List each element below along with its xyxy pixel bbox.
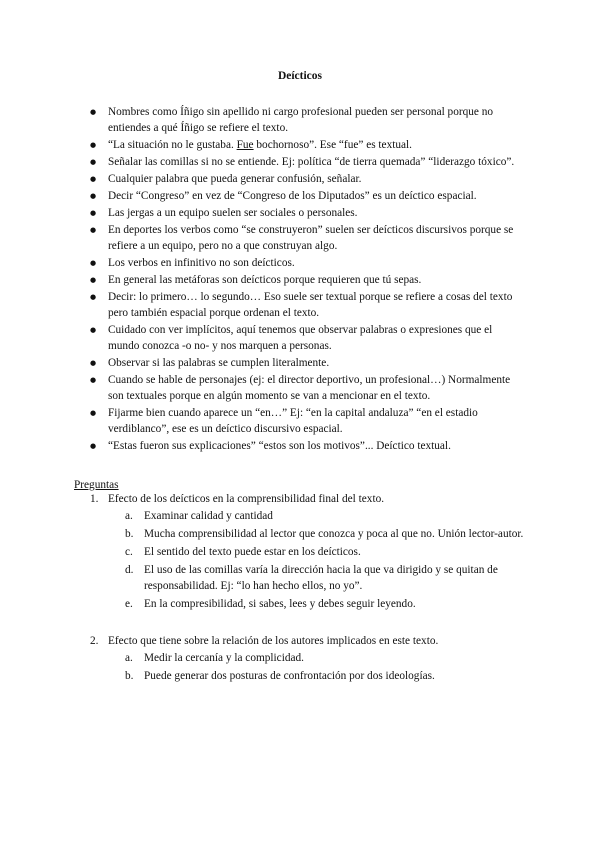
notes-bullet-list	[108, 104, 526, 455]
answer-text: En la compresibilidad, si sabes, lees y debes seguir leyendo.	[144, 598, 416, 610]
answer-list	[108, 508, 526, 612]
question-text: Efecto que tiene sobre la relación de los autores implicados en este texto.	[108, 635, 439, 647]
answer-item	[108, 526, 526, 542]
question-number: 2.	[90, 635, 99, 647]
answer-text: Medir la cercanía y la complicidad.	[144, 652, 304, 664]
bullet-item: ● Cuidado con ver implícitos, aquí tenemos que observar palabras o expresiones que el mundo conozca -o no- y nos marquen a personas.	[108, 322, 526, 354]
bullet-item: ● Fijarme bien cuando aparece un “en…” Ej: “en la capital andaluza” “en el estadio verdiblanco”, ese es un deíctico discursivo espacial.	[108, 405, 526, 437]
underlined-word: Fue	[236, 139, 254, 151]
answer-item	[108, 508, 526, 524]
answer-text: Mucha comprensibilidad al lector que conozca y poca al que no. Unión lector-autor.	[144, 528, 524, 540]
bullet-text: “La situación no le gustaba.	[108, 139, 237, 151]
answer-item	[108, 668, 526, 684]
bullet-item: ● “Estas fueron sus explicaciones” “estos son los motivos”... Deíctico textual.	[108, 438, 526, 454]
bullet-item: ● Observar si las palabras se cumplen literalmente.	[108, 355, 526, 371]
answer-text: El sentido del texto puede estar en los deícticos.	[144, 546, 361, 558]
bullet-item: ● Cualquier palabra que pueda generar confusión, señalar.	[108, 171, 526, 187]
bullet-item: ● Decir: lo primero… lo segundo… Eso suele ser textual porque se refiere a cosas del texto pero también espacial porque ordenan el texto.	[108, 289, 526, 321]
answer-letter: c.	[125, 546, 133, 558]
answer-text: El uso de las comillas varía la dirección hacia la que va dirigido y se quitan de responsabilidad. Ej: “lo han hecho ellos, no yo”.	[144, 564, 498, 592]
answer-item	[108, 596, 526, 612]
answer-letter: e.	[125, 598, 133, 610]
answer-item	[108, 650, 526, 666]
bullet-item: ● Las jergas a un equipo suelen ser sociales o personales.	[108, 205, 526, 221]
bullet-text: bochornoso”. Ese “fue” es textual.	[253, 139, 412, 151]
answer-item	[108, 562, 526, 594]
answer-letter: a.	[125, 652, 133, 664]
bullet-item: ● Decir “Congreso” en vez de “Congreso de los Diputados” es un deíctico espacial.	[108, 188, 526, 204]
bullet-item	[108, 137, 526, 153]
answer-letter: b.	[125, 528, 134, 540]
question-1	[90, 491, 526, 614]
answer-letter: a.	[125, 510, 133, 522]
bullet-item: ● Nombres como Íñigo sin apellido ni cargo profesional pueden ser personal porque no entiendes a qué Íñigo se refiere el texto.	[108, 104, 526, 136]
question-number: 1.	[90, 493, 99, 505]
question-2	[90, 633, 526, 686]
bullet-item: ● Señalar las comillas si no se entiende. Ej: política “de tierra quemada” “liderazgo tóxico”.	[108, 154, 526, 170]
bullet-item: ● En deportes los verbos como “se construyeron” suelen ser deícticos discursivos porque se refiere a un equipo, pero no a que construyan algo.	[108, 222, 526, 254]
answer-letter: d.	[125, 564, 134, 576]
bullet-item: ● En general las metáforas son deícticos porque requieren que tú sepas.	[108, 272, 526, 288]
answer-text: Examinar calidad y cantidad	[144, 510, 273, 522]
answer-letter: b.	[125, 670, 134, 682]
page-title: Deícticos	[277, 70, 323, 82]
answer-text: Puede generar dos posturas de confrontación por dos ideologías.	[144, 670, 435, 682]
answer-list	[108, 650, 526, 684]
answer-item	[108, 544, 526, 560]
question-text: Efecto de los deícticos en la comprensibilidad final del texto.	[108, 493, 385, 505]
bullet-item: ● Cuando se hable de personajes (ej: el director deportivo, un profesional…) Normalmente son textuales porque en algún momento se van a mencionar en el texto.	[108, 372, 526, 404]
bullet-item: ● Los verbos en infinitivo no son deícticos.	[108, 255, 526, 271]
preguntas-heading: Preguntas	[74, 479, 119, 491]
